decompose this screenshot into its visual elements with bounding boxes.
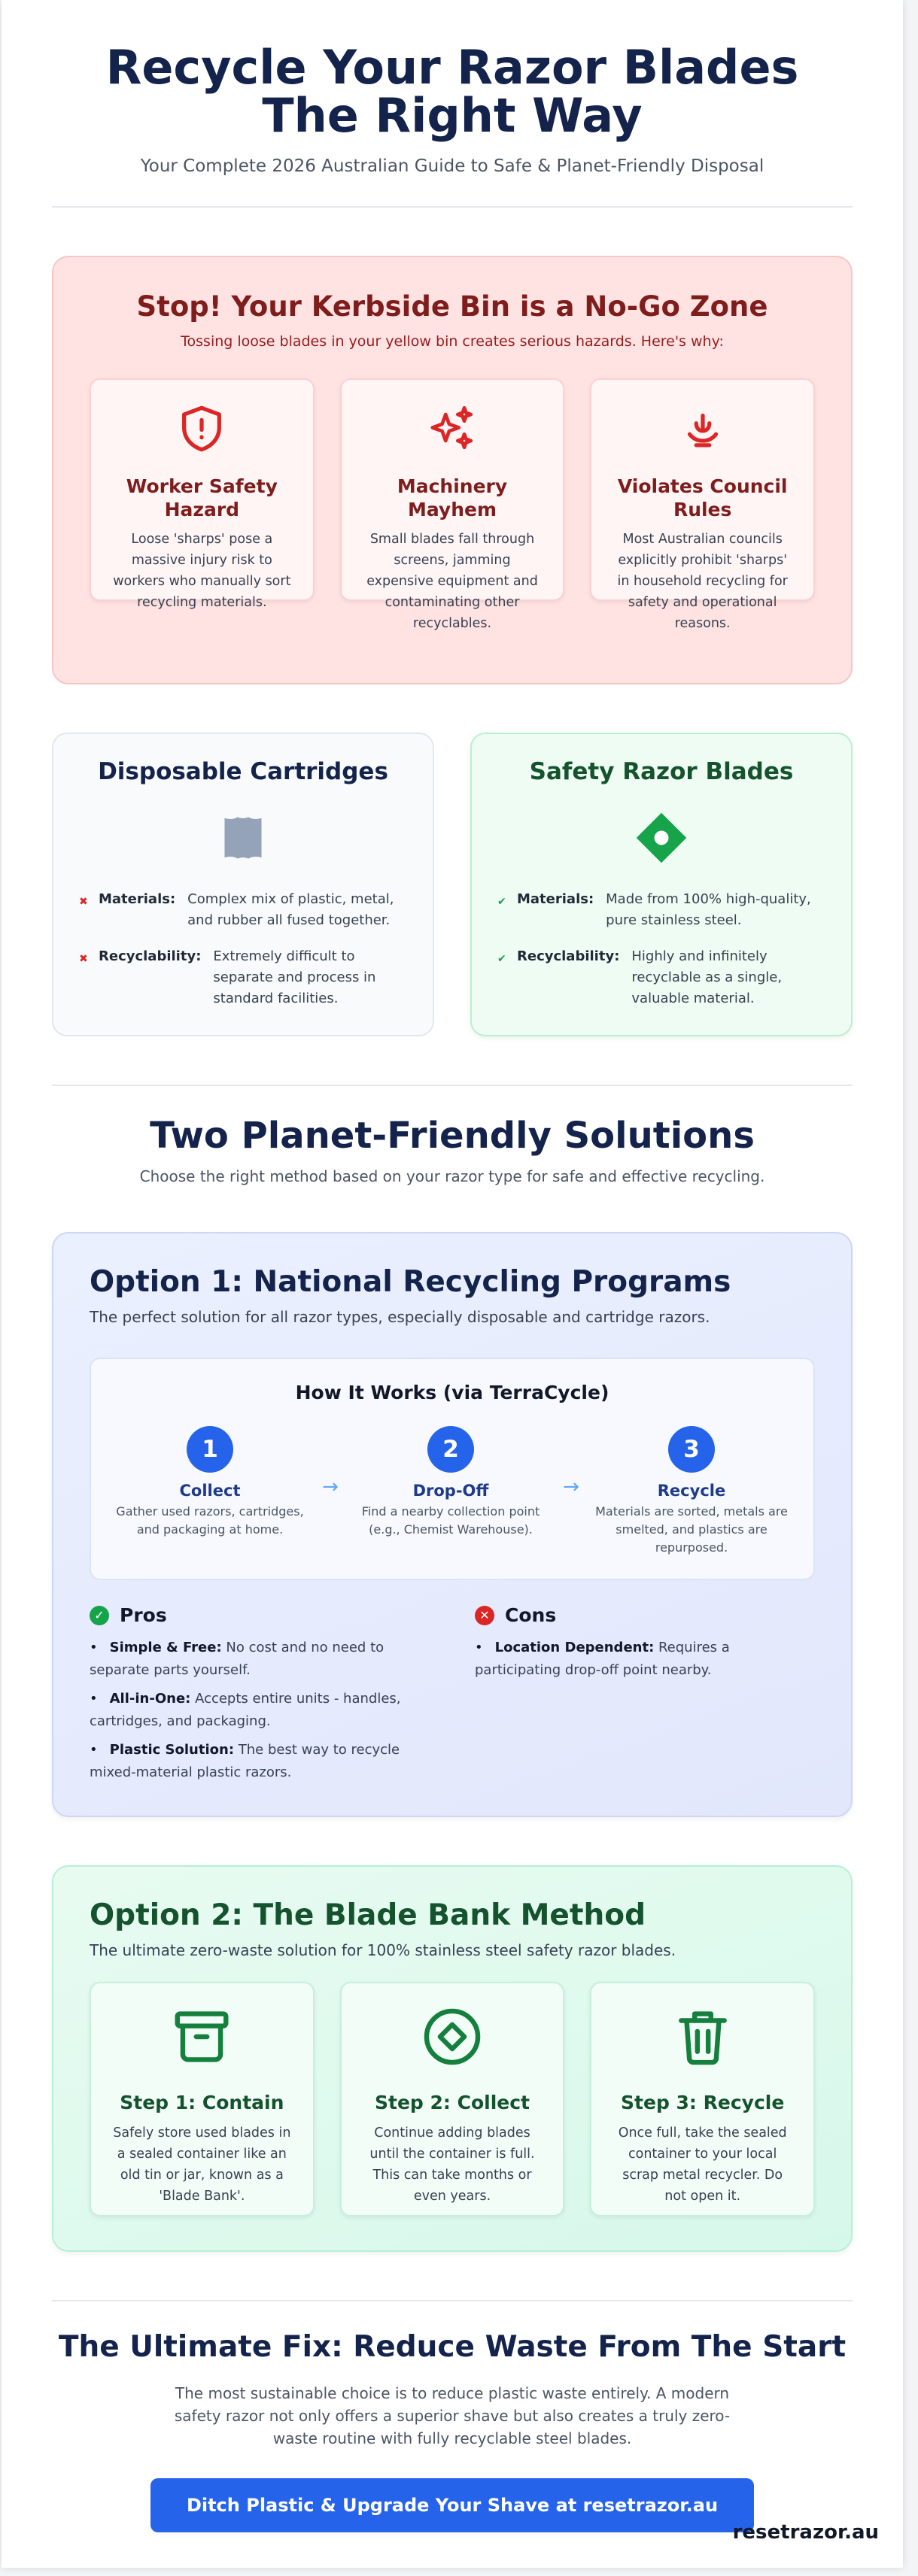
comparison-row-value: Complex mix of plastic, metal, and rubber all fused together. xyxy=(187,891,394,928)
option-lead: The perfect solution for all razor types, especially disposable and cartridge razors. xyxy=(90,1308,710,1326)
comparison-row-value: Highly and infinitely recyclable as a single, valuable material. xyxy=(631,948,783,1006)
warning-card-text: Most Australian councils explicitly prohibit 'sharps' in household recycling for safety and operational reasons. xyxy=(617,532,788,631)
comparison-row-value: Made from 100% high-quality, pure stainless steel. xyxy=(606,891,811,928)
sparkles-icon xyxy=(426,402,479,455)
comparison-title: Disposable Cartridges xyxy=(98,758,388,785)
cons-list xyxy=(475,1637,815,1682)
divider xyxy=(52,1085,853,1086)
list-item-label: All-in-One: xyxy=(109,1691,191,1707)
list-item-label: Plastic Solution: xyxy=(109,1742,235,1758)
warning-card-title: Violates Council Rules xyxy=(617,475,788,520)
page-title: Recycle Your Razor Blades The Right Way xyxy=(105,40,799,143)
list-item xyxy=(90,1688,430,1733)
list-item-text: Requires a participating drop-off point nearby. xyxy=(475,1640,730,1678)
comparison-row xyxy=(79,889,407,931)
step-title: Recycle xyxy=(657,1482,726,1500)
comparison-row-label: Materials: xyxy=(99,891,176,907)
list-item-label: Location Dependent: xyxy=(494,1640,655,1655)
collect-circle-icon xyxy=(420,2004,485,2069)
process-step-recycle xyxy=(588,1426,795,1557)
divider xyxy=(52,206,853,208)
check-icon: ✔ xyxy=(497,896,506,908)
safety-razor-blades-card xyxy=(470,733,853,1036)
x-circle-icon: ✕ xyxy=(475,1606,494,1625)
option1-recycling-programs xyxy=(52,1232,853,1817)
comparison-row xyxy=(497,946,825,1009)
warning-card-machinery xyxy=(340,378,565,631)
pros-title: Pros xyxy=(120,1604,167,1626)
pros-cons xyxy=(90,1604,815,1790)
check-circle-icon: ✓ xyxy=(90,1606,109,1625)
process-step-dropoff xyxy=(347,1426,555,1539)
blade-bank-step-contain xyxy=(90,1982,315,2216)
cross-icon: ✖ xyxy=(79,896,88,908)
list-item-text: No cost and no need to separate parts yourself. xyxy=(90,1640,385,1678)
list-item xyxy=(475,1637,815,1682)
pros-heading xyxy=(90,1604,430,1626)
step-text: Find a nearby collection point (e.g., Chemist Warehouse). xyxy=(361,1504,540,1537)
warning-subtitle: Tossing loose blades in your yellow bin creates serious hazards. Here's why: xyxy=(181,333,724,350)
how-it-works-box xyxy=(90,1358,815,1580)
step-text: Gather used razors, cartridges, and packaging at home. xyxy=(116,1504,304,1537)
page-subtitle: Your Complete 2026 Australian Guide to Safe & Planet-Friendly Disposal xyxy=(140,156,764,176)
step-title: Collect xyxy=(179,1482,241,1500)
razor-comparison xyxy=(52,733,853,1036)
comparison-row xyxy=(79,946,407,1009)
warning-card-text: Loose 'sharps' pose a massive injury risk to workers who manually sort recycling materials. xyxy=(113,532,291,610)
step-title: Step 1: Contain xyxy=(120,2092,284,2113)
archive-box-icon xyxy=(169,2004,234,2069)
pros-list xyxy=(90,1637,430,1784)
comparison-row-label: Recyclability: xyxy=(99,948,202,964)
blade-bank-step-collect xyxy=(340,1982,565,2216)
warning-card-text: Small blades fall through screens, jamming expensive equipment and contaminating other recyclables. xyxy=(366,532,538,631)
hero xyxy=(52,0,853,176)
check-icon: ✔ xyxy=(497,953,506,965)
step-number: 1 xyxy=(187,1426,233,1473)
step-text: Safely store used blades in a sealed container like an old tin or jar, known as a 'Blade Bank'. xyxy=(113,2125,291,2204)
pros-column xyxy=(90,1604,430,1790)
blade-icon xyxy=(630,806,693,869)
step-title: Step 3: Recycle xyxy=(621,2092,785,2113)
option-title: Option 1: National Recycling Programs xyxy=(90,1265,731,1299)
disposable-cartridges-card xyxy=(52,733,434,1036)
comparison-row-label: Materials: xyxy=(517,891,594,907)
divider xyxy=(52,2300,853,2301)
council-icon xyxy=(676,402,729,455)
comparison-row-value: Extremely difficult to separate and process in standard facilities. xyxy=(213,948,376,1006)
process-step-collect xyxy=(106,1426,314,1539)
how-it-works-title: How It Works (via TerraCycle) xyxy=(295,1382,609,1403)
ultimate-fix-section xyxy=(52,2330,853,2532)
step-title: Drop-Off xyxy=(412,1482,489,1500)
warning-cards xyxy=(90,378,815,631)
step-text: Once full, take the sealed container to your local scrap metal recycler. Do not open it. xyxy=(618,2125,787,2204)
warning-card-worker-safety xyxy=(90,378,315,610)
blade-bank-step-recycle xyxy=(590,1982,815,2216)
warning-card-council-rules xyxy=(590,378,815,631)
cartridge-icon xyxy=(211,806,275,869)
step-text: Materials are sorted, metals are smelted, and plastics are repurposed. xyxy=(595,1504,788,1555)
section-title: The Ultimate Fix: Reduce Waste From The Start xyxy=(58,2330,847,2364)
arrow-right-icon: → xyxy=(322,1476,339,1498)
step-text: Continue adding blades until the container is full. This can take months or even years. xyxy=(369,2125,535,2204)
cons-heading xyxy=(475,1604,815,1626)
infographic-page xyxy=(2,0,903,2568)
list-item-text: Accepts entire units - handles, cartridges, and packaging. xyxy=(90,1691,401,1729)
option-lead: The ultimate zero-waste solution for 100% stainless steel safety razor blades. xyxy=(90,1941,676,1959)
option2-blade-bank xyxy=(52,1865,853,2252)
list-item xyxy=(90,1739,430,1784)
kerbside-warning-panel xyxy=(52,256,853,684)
list-item xyxy=(90,1637,430,1682)
section-text: The most sustainable choice is to reduce plastic waste entirely. A modern safety razor not only offers a superior shave but also creates a truly zero-waste routine with fully recyclable steel blades. xyxy=(174,2384,731,2447)
cross-icon: ✖ xyxy=(79,953,88,965)
option-title: Option 2: The Blade Bank Method xyxy=(90,1898,646,1932)
cons-column xyxy=(475,1604,815,1790)
upgrade-shave-button[interactable]: Ditch Plastic & Upgrade Your Shave at resetrazor.au xyxy=(150,2478,754,2532)
comparison-row xyxy=(497,889,825,931)
blade-bank-steps xyxy=(90,1982,815,2216)
step-title: Step 2: Collect xyxy=(375,2092,530,2113)
trash-can-icon xyxy=(670,2004,735,2069)
cons-title: Cons xyxy=(505,1604,557,1626)
warning-title: Stop! Your Kerbside Bin is a No-Go Zone xyxy=(136,290,768,323)
shield-alert-icon xyxy=(175,402,228,455)
step-number: 2 xyxy=(427,1426,474,1473)
comparison-row-label: Recyclability: xyxy=(517,948,620,964)
arrow-right-icon: → xyxy=(563,1476,579,1498)
list-item-label: Simple & Free: xyxy=(109,1640,222,1655)
warning-card-title: Machinery Mayhem xyxy=(397,475,508,520)
process-steps xyxy=(106,1426,798,1557)
section-subtitle: Choose the right method based on your razor type for safe and effective recycling. xyxy=(139,1167,765,1185)
warning-card-title: Worker Safety Hazard xyxy=(126,475,278,520)
section-title: Two Planet-Friendly Solutions xyxy=(150,1115,755,1157)
list-item-text: The best way to recycle mixed-material plastic razors. xyxy=(90,1742,400,1780)
comparison-title: Safety Razor Blades xyxy=(529,758,794,785)
solutions-heading xyxy=(52,1115,853,1185)
site-watermark: resetrazor.au xyxy=(732,2521,879,2544)
step-number: 3 xyxy=(668,1426,715,1473)
